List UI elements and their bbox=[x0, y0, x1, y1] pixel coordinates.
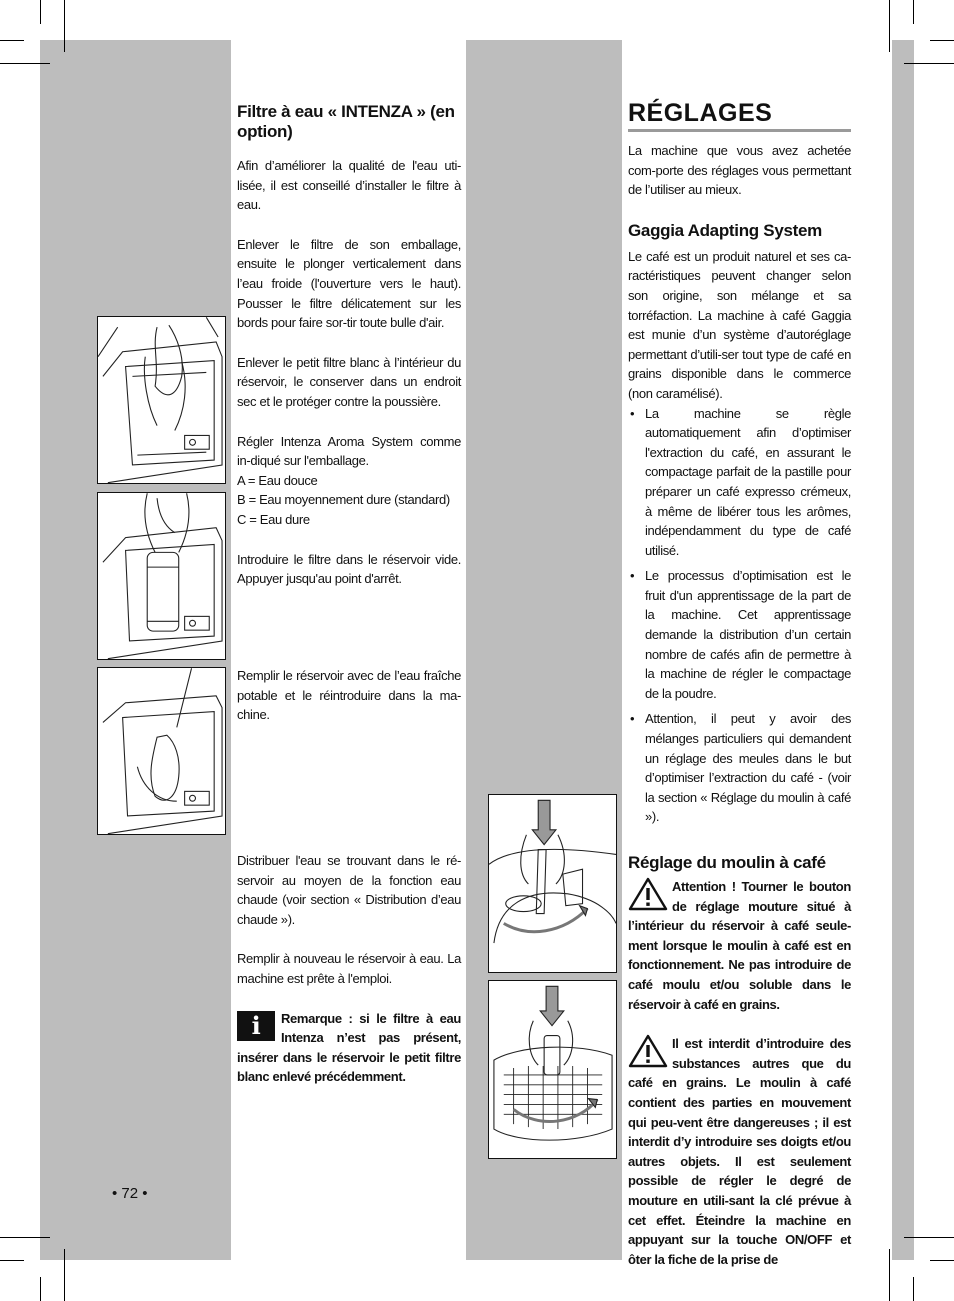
gaggia-adapting-heading: Gaggia Adapting System bbox=[628, 220, 822, 240]
settings-intro: La machine que vous avez achetée com-porte des réglages vous permettant de l’utiliser au mieux. bbox=[628, 143, 851, 198]
bullet-item: • Attention, il peut y avoir des mélanges particuliers qui demandent un réglage des meules dans le but d’optimiser l’extraction du café - (voir la section « Réglage du moulin à café »). bbox=[628, 709, 851, 827]
grinder-warning-2-text: Il est interdit d’introduire des substances autres que du café en grains. Le moulin à café contient des parties en mouvement qui peu-vent être dangereuses ; il est interdit d’y introduire ses doigts et/ou autres objets. Il est seulement possible de régler le degré de mouture en utili-sant la clé prévue à cet effet. Éteindre la machine en appuyant sur la touche ON/OFF et ôter la fiche de la prise de bbox=[628, 1036, 851, 1267]
grinder-warning-2 bbox=[628, 1034, 851, 1269]
left-text-column bbox=[237, 102, 461, 589]
right-text-column bbox=[628, 98, 851, 1269]
intenza-paragraph-6: Remplir le réservoir avec de l’eau fraîche potable et le réintroduire dans la ma-chine. bbox=[237, 668, 461, 723]
intenza-paragraph-1: Afin d’améliorer la qualité de l'eau uti-lisée, il est conseillé d’installer le filtre à eau. bbox=[237, 158, 461, 213]
left-text-lower bbox=[237, 851, 461, 1087]
gaggia-adapting-paragraph: Le café est un produit naturel et ses ca-ractéristiques peuvent changer selon son origine, son mélange et sa torréfaction. La machine à café Gaggia est munie d’un système d’autoréglage permettant d’utili-ser tout type de café en grains disponible dans le commerce (non caramélisé). bbox=[628, 248, 851, 401]
figure-grinder-knob bbox=[488, 794, 617, 973]
figure-tank-refill bbox=[97, 667, 226, 835]
bullet-item: • La machine se règle automatiquement afin d’optimiser l'extraction du café, en assurant le compactage parfait de la pastille pour préparer un café expresso crémeux, à même de libérer tous les arômes, indépendamment du type de café utilisé. bbox=[628, 404, 851, 561]
intenza-paragraph-2: Enlever le filtre de son emballage, ensuite le plonger verticalement dans l’eau froide (l'ouverture vers le haut). Pousser le filtre délicatement sur les bords pour faire sor-tir toute bulle d'air. bbox=[237, 236, 461, 331]
warning-icon bbox=[628, 877, 668, 911]
intenza-note-text: Remarque : si le filtre à eau Intenza n’est pas présent, insérer dans le réservoir le petit filtre blanc enlevé précédemment. bbox=[237, 1010, 461, 1085]
figure-grinder-key bbox=[488, 980, 617, 1159]
grinder-warning-1-text: Attention ! Tourner le bouton de réglage mouture situé à l’intérieur du réservoir à café seule-ment lorsque le moulin à café est en fonctionnement. Ne pas introduire de café moulu et/ou soluble dans le réservoir à café en grains. bbox=[628, 879, 851, 1012]
page-title: RÉGLAGES bbox=[628, 98, 851, 132]
intenza-paragraph-3: Enlever le petit filtre blanc à l’intérieur du réservoir, le conserver dans un endroit sec et le protéger contre la poussière. bbox=[237, 354, 461, 409]
bullet-item: • Le processus d’optimisation est le fruit d'un apprentissage de la part de la machine. Cet apprentissage demande la distribution d’un certain nombre de cafés afin de permettre à la machine de régler le compactage de la poudre. bbox=[628, 566, 851, 703]
figure-filter-unpack bbox=[97, 316, 226, 484]
intenza-heading: Filtre à eau « INTENZA » (en option) bbox=[237, 102, 455, 141]
grinder-adjust-heading: Réglage du moulin à café bbox=[628, 853, 826, 872]
intenza-note bbox=[237, 1009, 461, 1087]
intenza-paragraph-7: Distribuer l'eau se trouvant dans le ré-servoir au moyen de la fonction eau chaude (voir section « Distribution d’eau chaude »). bbox=[237, 853, 461, 927]
info-icon: i bbox=[237, 1011, 275, 1041]
water-hardness-a: A = Eau douce bbox=[237, 472, 318, 488]
intenza-paragraph-5: Introduire le filtre dans le réservoir vide. Appuyer jusqu'au point d'arrêt. bbox=[237, 551, 461, 587]
right-gray-band bbox=[892, 40, 914, 1260]
grinder-warning-1 bbox=[628, 877, 851, 1014]
water-hardness-c: C = Eau dure bbox=[237, 511, 310, 527]
water-hardness-b: B = Eau moyennement dure (standard) bbox=[237, 492, 450, 508]
intenza-paragraph-4: Régler Intenza Aroma System comme in-diqué sur l'emballage. bbox=[237, 433, 461, 469]
page-number: • 72 • bbox=[112, 1185, 148, 1202]
left-text-refill bbox=[237, 666, 461, 725]
intenza-paragraph-8: Remplir à nouveau le réservoir à eau. La machine est prête à l'emploi. bbox=[237, 951, 461, 986]
warning-icon bbox=[628, 1034, 668, 1068]
figure-filter-insert bbox=[97, 492, 226, 660]
